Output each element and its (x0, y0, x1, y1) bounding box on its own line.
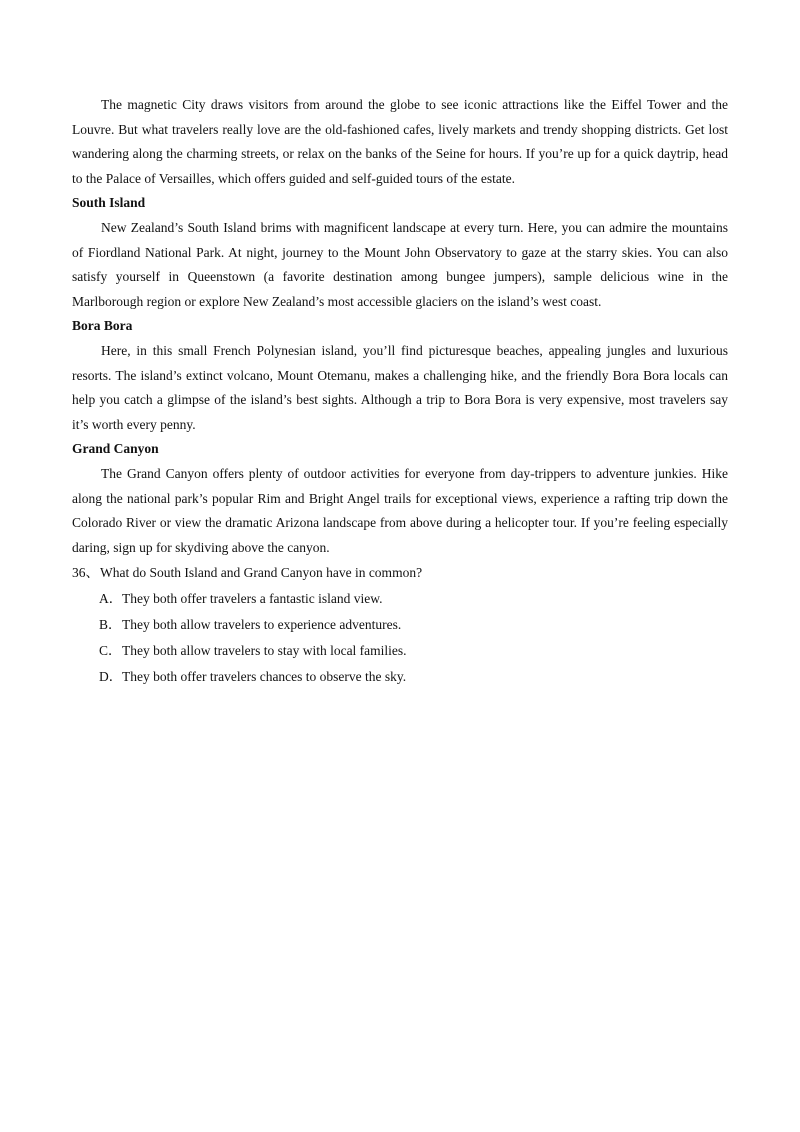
section-paragraph: Here, in this small French Polynesian island, you’ll find picturesque beaches, appealing jungles and luxurious resorts. The island’s extinct volcano, Mount Otemanu, makes a challenging hike, and the friendly Bora Bora locals can help you catch a glimpse of the island’s best sights. Although a trip to Bora Bora is very expensive, most travelers say it’s worth every penny. (72, 342, 728, 432)
option-letter: A． (99, 591, 123, 607)
option-letter: C． (99, 643, 122, 659)
paris-paragraph: The magnetic City draws visitors from around the globe to see iconic attractions like the Eiffel Tower and the Louvre. But what travelers really love are the old-fashioned cafes, lively markets and trendy shopping districts. Get lost wandering along the charming streets, or relax on the banks of the Seine for hours. If you’re up for a quick daytrip, head to the Palace of Versailles, which offers guided and self-guided tours of the estate. (72, 97, 728, 186)
section-heading: South Island (72, 195, 146, 211)
section-grand-canyon (72, 437, 728, 560)
option-text: They both offer travelers chances to observe the sky. (122, 669, 407, 685)
option-text: They both offer travelers a fantastic island view. (122, 591, 383, 607)
section-paragraph: The Grand Canyon offers plenty of outdoor activities for everyone from day-trippers to adventure junkies. Hike along the national park’s popular Rim and Bright Angel trails for exceptional views, experience a rafting trip down the Colorado River or view the dramatic Arizona landscape from above during a helicopter tour. If you’re feeling especially daring, sign up for skydiving above the canyon. (72, 465, 728, 555)
question-text: What do South Island and Grand Canyon have in common? (100, 565, 423, 581)
document-page (72, 93, 728, 690)
option-letter: D． (99, 669, 123, 685)
section-paragraph: New Zealand’s South Island brims with magnificent landscape at every turn. Here, you can admire the mountains of Fiordland National Park. At night, journey to the Mount John Observatory to gaze at the starry skies. You can also satisfy yourself in Queenstown (a favorite destination among bungee jumpers), sample delicious wine in the Marlborough region or explore New Zealand’s most accessible glaciers on the island’s west coast. (72, 219, 728, 309)
question-block (72, 560, 728, 690)
option-a (72, 586, 728, 612)
question-number: 36、 (72, 565, 99, 581)
section-south-island (72, 191, 728, 314)
option-letter: B． (99, 617, 122, 633)
option-c (72, 638, 728, 664)
option-d (72, 664, 728, 690)
option-text: They both allow travelers to stay with local families. (122, 643, 407, 659)
section-heading: Bora Bora (72, 318, 133, 334)
section-heading: Grand Canyon (72, 441, 159, 457)
option-b (72, 612, 728, 638)
option-text: They both allow travelers to experience adventures. (122, 617, 402, 633)
question-stem (72, 560, 728, 586)
section-bora-bora (72, 314, 728, 437)
